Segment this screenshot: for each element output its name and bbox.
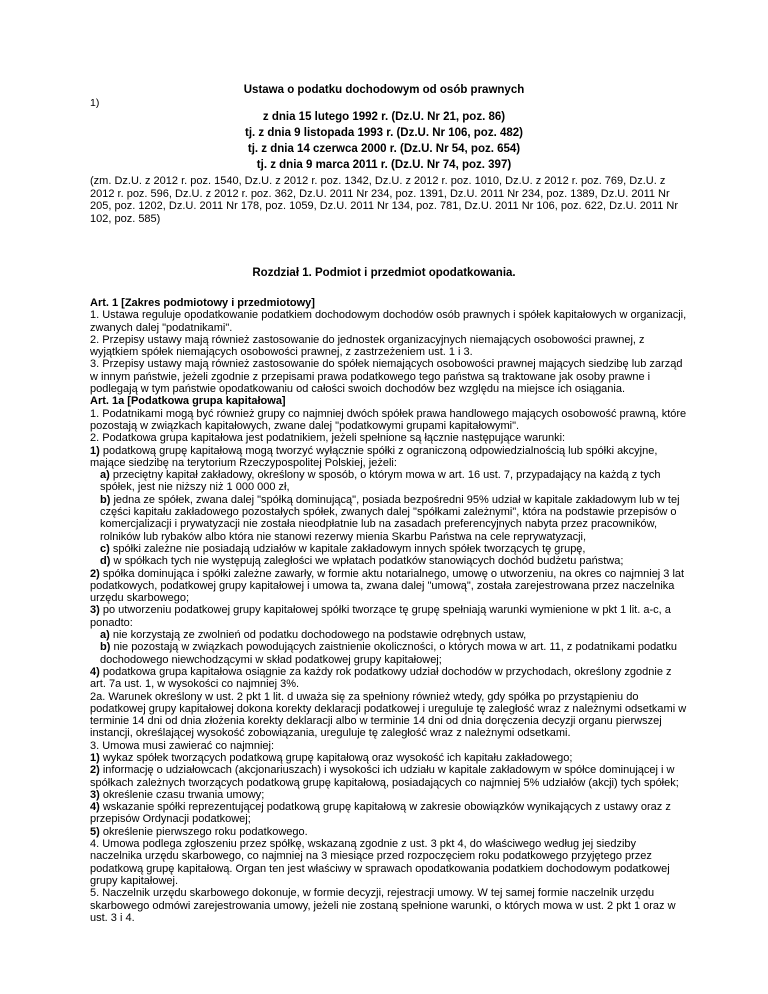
- date-line-2: tj. z dnia 9 listopada 1993 r. (Dz.U. Nr 106, poz. 482): [244, 127, 523, 139]
- paragraph: 3. Umowa musi zawierać co najmniej:: [90, 739, 275, 752]
- letter-item: [90, 555, 690, 567]
- point: [90, 568, 690, 605]
- point-text: informację o udziałowcach (akcjonariuszach) i wysokości ich udziału w kapitale zakładowym w spółce dominującej i w spółkach zależnych tworzących podatkową grupę kapitałową, posiadających co najmniej 5% udziałów (akcji) tych spółek;: [90, 764, 679, 789]
- article-heading: Art. 1 [Zakres podmiotowy i przedmiotowy]: [90, 297, 315, 309]
- point: [90, 801, 690, 826]
- date-line-1: z dnia 15 lutego 1992 r. (Dz.U. Nr 21, poz. 86): [262, 111, 506, 123]
- point: [90, 604, 690, 629]
- point: [90, 764, 690, 789]
- point-text: podatkową grupę kapitałową mogą tworzyć wyłącznie spółki z ograniczoną odpowiedzialnością lub spółki akcyjne, mające siedzibę na terytorium Rzeczypospolitej Polskiej, jeżeli:: [90, 444, 658, 469]
- point-number: 1): [90, 751, 100, 764]
- paragraph: 4. Umowa podlega zgłoszeniu przez spółkę, wskazaną zgodnie z ust. 3 pkt 4, do właściwego według jej siedziby naczelnika urzędu skarbowego, co najmniej na 3 miesiące przed rozpoczęciem roku podatkowego przyjętego przez podatkową grupę kapitałową. Organ ten jest właściwy w sprawach opodatkowania podatkiem dochodowym podatkowej grupy kapitałowej.: [90, 838, 670, 887]
- letter-label: b): [100, 641, 111, 654]
- point-number: 4): [90, 665, 100, 678]
- point: [90, 445, 690, 470]
- date-line-4: tj. z dnia 9 marca 2011 r. (Dz.U. Nr 74, poz. 397): [256, 159, 512, 171]
- point-text: wskazanie spółki reprezentującej podatkową grupę kapitałową w zakresie obowiązków wynikających z ustawy oraz z przepisów Ordynacji podatkowej;: [90, 801, 671, 826]
- chapter-heading: Rozdział 1. Podmiot i przedmiot opodatkowania.: [252, 267, 516, 279]
- point-text: po utworzeniu podatkowej grupy kapitałowej spółki tworzące tę grupę spełniają warunki wymienione w pkt 1 lit. a-c, a ponadto:: [90, 604, 671, 629]
- paragraph: 1. Podatnikami mogą być również grupy co najmniej dwóch spółek prawa handlowego mających osobowość prawną, które pozostają w związkach kapitałowych, zwane dalej "podatkowymi grupami kapitałowymi".: [90, 407, 687, 432]
- letter-label: a): [100, 629, 110, 642]
- amendments-list: (zm. Dz.U. z 2012 r. poz. 1540, Dz.U. z 2012 r. poz. 1342, Dz.U. z 2012 r. poz. 1010, Dz.U. z 2012 r. poz. 769, Dz.U. z 2012 r. poz. 596, Dz.U. z 2012 r. poz. 362, Dz.U. 2011 Nr 234, poz. 1391, Dz.U. 2011 Nr 234, poz. 1389, Dz.U. 2011 Nr 205, poz. 1202, Dz.U. 2011 Nr 178, poz. 1059, Dz.U. 2011 Nr 134, poz. 781, Dz.U. 2011 Nr 106, poz. 622, Dz.U. 2011 Nr 102, poz. 585): [90, 175, 679, 225]
- point: [90, 789, 690, 801]
- paragraph: 1. Ustawa reguluje opodatkowanie podatkiem dochodowym dochodów osób prawnych i spółek kapitałowych w organizacji, zwanych dalej "podatnikami".: [90, 309, 687, 334]
- letter-label: b): [100, 493, 111, 506]
- point-text: określenie pierwszego roku podatkowego.: [102, 825, 308, 838]
- point-number: 1): [90, 444, 100, 457]
- point-number: 4): [90, 801, 100, 814]
- point-text: wykaz spółek tworzących podatkową grupę kapitałową oraz wysokość ich kapitału zakładowego;: [102, 751, 573, 764]
- letter-text: spółki zależne nie posiadają udziałów w kapitale zakładowym innych spółek tworzących tę grupę,: [112, 542, 586, 555]
- paragraph: 3. Przepisy ustawy mają również zastosowanie do spółek niemających osobowości prawnej mających siedzibę lub zarząd w innym państwie, jeżeli zgodnie z przepisami prawa podatkowego tego państwa są traktowane jak osoby prawne i podlegają w tym państwie opodatkowaniu od całości swoich dochodów bez względu na miejsce ich osiągania.: [90, 358, 683, 396]
- letter-label: a): [100, 469, 110, 482]
- paragraph: 2a. Warunek określony w ust. 2 pkt 1 lit. d uważa się za spełniony również wtedy, gdy spółka po przystąpieniu do podatkowej grupy kapitałowej dokona korekty deklaracji podatkowej i ureguluje tę zaległość wraz z należnymi odsetkami w terminie 14 dni od dnia złożenia korekty deklaracji albo w terminie 14 dni od dnia doręczenia decyzji organu pierwszej instancji, określającej wysokość zobowiązania, ureguluje tę zaległość wraz z należnymi odsetkami.: [90, 690, 687, 740]
- letter-label: d): [100, 555, 111, 568]
- point-text: określenie czasu trwania umowy;: [102, 788, 265, 801]
- point-text: spółka dominująca i spółki zależne zawarły, w formie aktu notarialnego, umowę o utworzeniu, na okres co najmniej 3 lat podatkowych, podatkowej grupy kapitałowej i umowa ta, zwana dalej "umową", została zarejestrowana przez naczelnika urzędu skarbowego;: [90, 567, 685, 605]
- point-number: 2): [90, 764, 100, 777]
- letter-text: nie pozostają w związkach powodujących zaistnienie okoliczności, o których mowa w art. 11, z podatnikami podatku dochodowego niewchodzącymi w skład podatkowej grupy kapitałowej;: [100, 641, 677, 666]
- point-number: 2): [90, 567, 100, 580]
- document-title: Ustawa o podatku dochodowym od osób prawnych: [243, 84, 525, 96]
- date-line-3: tj. z dnia 14 czerwca 2000 r. (Dz.U. Nr 54, poz. 654): [247, 143, 521, 155]
- point-number: 3): [90, 604, 100, 617]
- paragraph: 2. Przepisy ustawy mają również zastosowanie do jednostek organizacyjnych niemających osobowości prawnej, z wyjątkiem spółek niemających osobowości prawnej, z zastrzeżeniem ust. 1 i 3.: [90, 333, 645, 359]
- paragraph: 5. Naczelnik urzędu skarbowego dokonuje, w formie decyzji, rejestracji umowy. W tej samej formie naczelnik urzędu skarbowego odmówi zarejestrowania umowy, jeżeli nie zostaną spełnione warunki, o których mowa w ust. 2 pkt 1 oraz w ust. 3 i 4.: [90, 887, 676, 924]
- point: [90, 666, 690, 691]
- paragraph: 2. Podatkowa grupa kapitałowa jest podatnikiem, jeżeli spełnione są łącznie następujące warunki:: [90, 432, 566, 445]
- point-number: 3): [90, 788, 100, 801]
- point: [90, 826, 690, 838]
- letter-text: przeciętny kapitał zakładowy, określony w sposób, o którym mowa w art. 16 ust. 7, przypadający na każdą z tych spółek, jest nie niższy niż 1 000 000 zł,: [100, 469, 661, 494]
- letter-item: [90, 629, 690, 641]
- letter-text: w spółkach tych nie występują zaległości we wpłatach podatków stanowiących dochód budżetu państwa;: [113, 555, 624, 568]
- point-text: podatkowa grupa kapitałowa osiągnie za każdy rok podatkowy udział dochodów w przychodach, określony zgodnie z art. 7a ust. 1, w wysokości co najmniej 3%.: [90, 665, 672, 691]
- point-number: 5): [90, 825, 100, 838]
- point: [90, 752, 690, 764]
- footnote-marker: 1): [90, 97, 100, 109]
- letter-item: [90, 469, 690, 494]
- letter-item: [90, 494, 690, 543]
- document-body: [90, 297, 690, 924]
- letter-text: nie korzystają ze zwolnień od podatku dochodowego na podstawie odrębnych ustaw,: [112, 629, 527, 642]
- letter-text: jedna ze spółek, zwana dalej "spółką dominującą", posiada bezpośredni 95% udział w kapitale zakładowym lub w tej części kapitału zakładowego pozostałych spółek, zwanych dalej "spółkami zależnymi", która na podstawie przepisów o komercjalizacji i prywatyzacji nie została nieodpłatnie lub na zasadach preferencyjnych nabyta przez pracowników, rolników lub rybaków albo która nie stanowi rezerwy mienia Skarbu Państwa na cele reprywatyzacji,: [100, 493, 680, 543]
- letter-item: [90, 641, 690, 666]
- letter-label: c): [100, 542, 110, 555]
- article-heading: Art. 1a [Podatkowa grupa kapitałowa]: [90, 395, 286, 408]
- letter-item: [90, 543, 690, 555]
